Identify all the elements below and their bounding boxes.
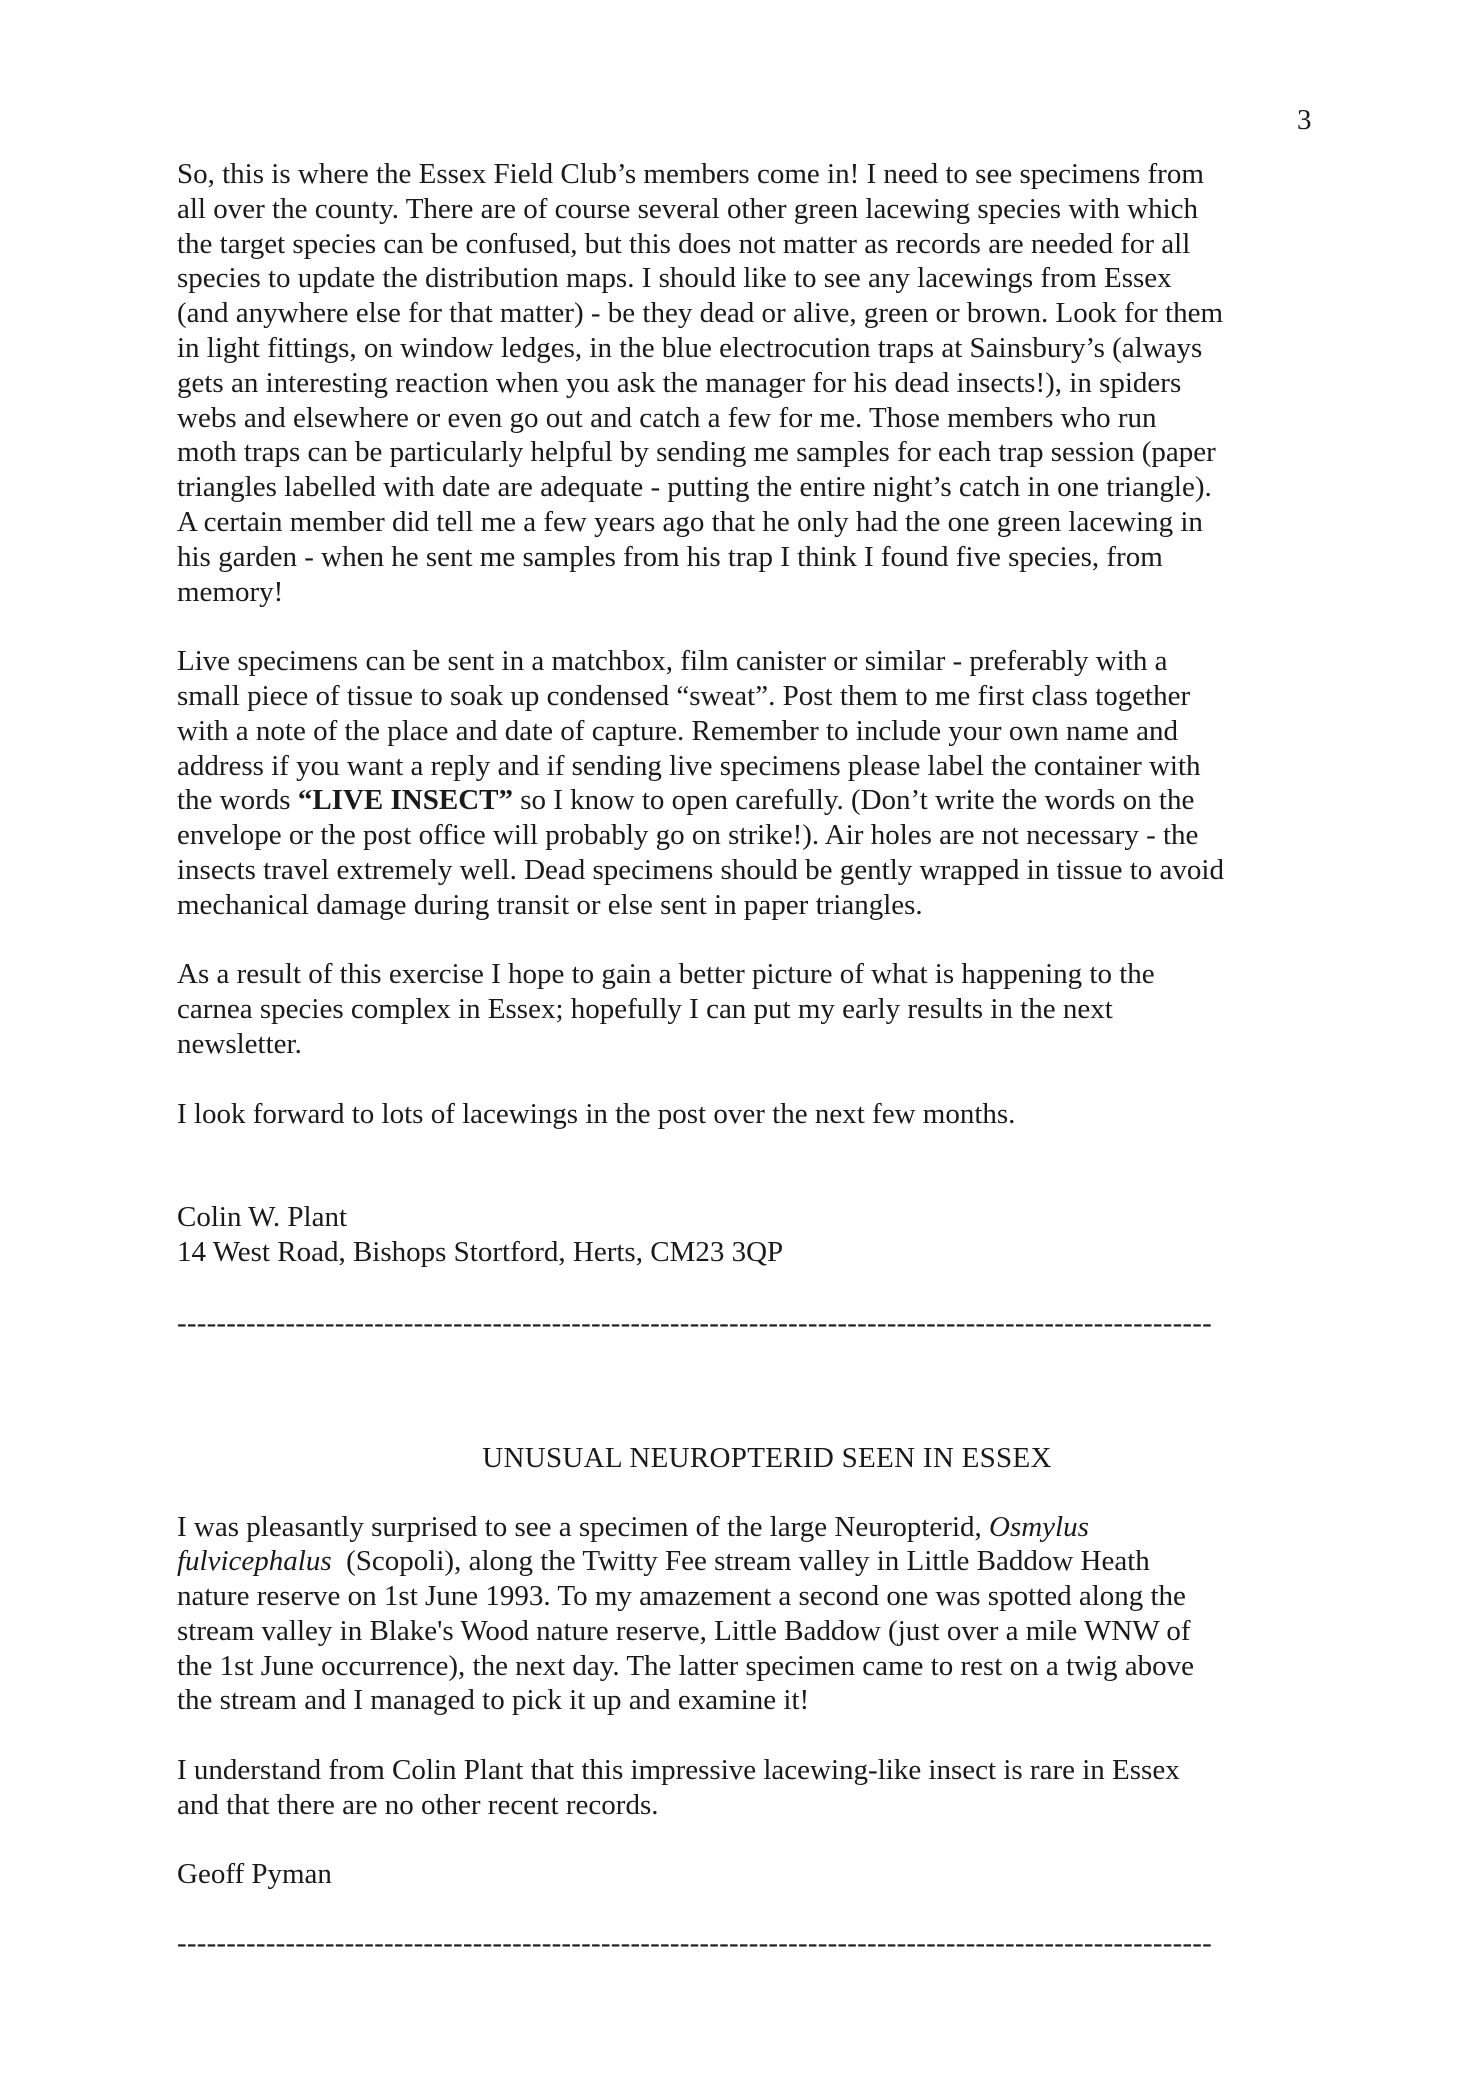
text-line: I understand from Colin Plant that this impressive lacewing-like insect is rare in Essex: [177, 1754, 1180, 1787]
section-divider: ---------------------------------------------------------------------------------------------------------: [177, 1927, 1213, 1960]
text-line: I look forward to lots of lacewings in the post over the next few months.: [177, 1097, 1016, 1130]
text-line: insects travel extremely well. Dead specimens should be gently wrapped in tissue to avoid: [177, 853, 1224, 886]
text-line: So, this is where the Essex Field Club’s members come in! I need to see specimens from: [177, 158, 1204, 190]
paragraph-osmylus-sighting: [177, 1510, 1357, 1719]
author-name: Colin W. Plant: [177, 1201, 348, 1234]
text-line: webs and elsewhere or even go out and catch a few for me. Those members who run: [177, 401, 1157, 434]
text-line: all over the county. There are of course several other green lacewing species with which: [177, 192, 1199, 225]
text-fragment: (Scopoli), along the Twitty Fee stream valley in Little Baddow Heath: [331, 1545, 1150, 1578]
bold-live-insect-label: “LIVE INSECT”: [297, 784, 513, 817]
text-line: newsletter.: [177, 1027, 302, 1060]
text-line: (and anywhere else for that matter) - be they dead or alive, green or brown. Look for them: [177, 297, 1223, 330]
page-number: 3: [1297, 104, 1312, 136]
species-epithet-italic: fulvicephalus: [177, 1545, 332, 1578]
text-line: envelope or the post office will probably go on strike!). Air holes are not necessary - the: [177, 819, 1199, 852]
text-line: gets an interesting reaction when you ask the manager for his dead insects!), in spiders: [177, 366, 1182, 399]
author-address: 14 West Road, Bishops Stortford, Herts, CM23 3QP: [177, 1236, 784, 1269]
text-line-with-bold: [177, 783, 1357, 818]
text-line: and that there are no other recent records.: [177, 1788, 659, 1821]
species-genus-italic: Osmylus: [989, 1510, 1089, 1543]
text-line: nature reserve on 1st June 1993. To my amazement a second one was spotted along the: [177, 1580, 1186, 1613]
author-name: Geoff Pyman: [177, 1858, 332, 1891]
text-line: with a note of the place and date of capture. Remember to include your own name and: [177, 714, 1178, 747]
paragraph-rarity-note: [177, 1753, 1357, 1823]
text-line: in light fittings, on window ledges, in the blue electrocution traps at Sainsbury’s (always: [177, 331, 1203, 364]
text-line: carnea species complex in Essex; hopefully I can put my early results in the next: [177, 993, 1113, 1026]
text-line: his garden - when he sent me samples from his trap I think I found five species, from: [177, 540, 1163, 573]
text-line: species to update the distribution maps. I should like to see any lacewings from Essex: [177, 262, 1172, 295]
text-line-with-italic: [177, 1510, 1357, 1545]
paragraph-shipping-instructions: [177, 644, 1357, 922]
text-line: Live specimens can be sent in a matchbox, film canister or similar - preferably with a: [177, 645, 1168, 678]
text-line: address if you want a reply and if sending live specimens please label the container with: [177, 749, 1201, 782]
paragraph-expected-results: [177, 957, 1357, 1061]
text-line: the target species can be confused, but this does not matter as records are needed for all: [177, 227, 1191, 260]
section-divider: ---------------------------------------------------------------------------------------------------------: [177, 1306, 1213, 1339]
text-line: small piece of tissue to soak up condensed “sweat”. Post them to me first class together: [177, 679, 1191, 712]
text-line: moth traps can be particularly helpful by sending me samples for each trap session (paper: [177, 436, 1216, 469]
text-line: As a result of this exercise I hope to gain a better picture of what is happening to the: [177, 958, 1155, 991]
text-line: the 1st June occurrence), the next day. The latter specimen came to rest on a twig above: [177, 1649, 1195, 1682]
text-fragment: the words: [177, 784, 298, 817]
text-line: triangles labelled with date are adequate - putting the entire night’s catch in one triangle).: [177, 471, 1212, 504]
paragraph-closing: [177, 1097, 1357, 1132]
text-fragment: I was pleasantly surprised to see a specimen of the large Neuropterid,: [177, 1510, 989, 1543]
text-line: mechanical damage during transit or else sent in paper triangles.: [177, 888, 923, 921]
text-line-with-italic: [177, 1544, 1357, 1579]
paragraph-specimen-request: [177, 157, 1357, 609]
page-content: [177, 157, 1357, 1961]
text-line: A certain member did tell me a few years ago that he only had the one green lacewing in: [177, 505, 1203, 538]
article-title: UNUSUAL NEUROPTERID SEEN IN ESSEX: [482, 1441, 1052, 1474]
author-signature-block: [177, 1200, 1357, 1270]
text-line: memory!: [177, 575, 284, 608]
text-line: the stream and I managed to pick it up and examine it!: [177, 1684, 810, 1717]
text-fragment: so I know to open carefully. (Don’t write the words on the: [512, 784, 1195, 817]
text-line: stream valley in Blake's Wood nature reserve, Little Baddow (just over a mile WNW of: [177, 1614, 1191, 1647]
